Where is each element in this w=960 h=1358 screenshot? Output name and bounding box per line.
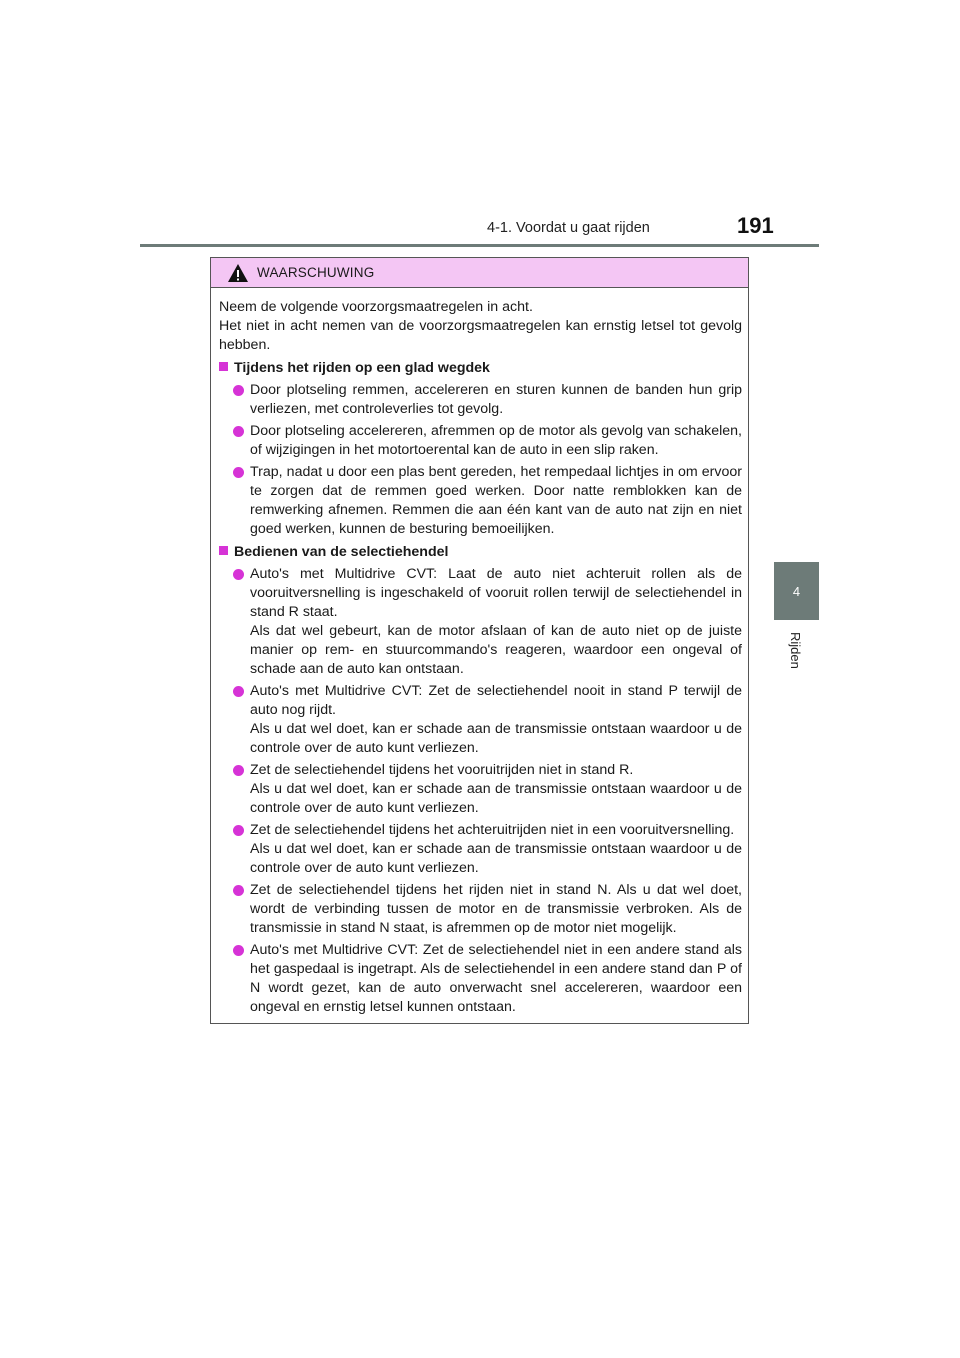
warning-intro	[219, 298, 742, 355]
running-header: 4-1. Voordat u gaat rijden	[487, 220, 650, 236]
circle-bullet-icon	[233, 765, 244, 776]
page-number: 191	[737, 213, 774, 238]
circle-bullet-icon	[233, 385, 244, 396]
header-rule	[140, 244, 819, 247]
circle-bullet-icon	[233, 569, 244, 580]
section-title-selector-lever: Bedienen van de selectiehendel	[219, 543, 742, 562]
square-bullet-icon	[219, 546, 228, 555]
square-bullet-icon	[219, 362, 228, 371]
chapter-number: 4	[792, 583, 801, 599]
circle-bullet-icon	[233, 825, 244, 836]
circle-bullet-icon	[233, 467, 244, 478]
circle-bullet-icon	[233, 945, 244, 956]
warning-box	[210, 257, 749, 1024]
warning-title: WAARSCHUWING	[257, 265, 375, 280]
circle-bullet-icon	[233, 686, 244, 697]
intro-line: Het niet in acht nemen van de voorzorgsmaatregelen kan ernstig letsel tot gevolg hebben.	[219, 318, 742, 353]
list-item: Auto's met Multidrive CVT: Zet de selectiehendel nooit in stand P terwijl de auto nog rijdt. Als u dat wel doet, kan er schade aan de transmissie ontstaan waardoor u de controle over de auto kunt verliezen.	[219, 682, 742, 758]
warning-body	[211, 288, 748, 1017]
warning-triangle-icon	[227, 263, 249, 283]
list-item: Zet de selectiehendel tijdens het achteruitrijden niet in een vooruitversnelling. Als u dat wel doet, kan er schade aan de transmissie ontstaan waardoor u de controle over de auto kunt verliezen.	[219, 821, 742, 878]
list-item: Auto's met Multidrive CVT: Laat de auto niet achteruit rollen als de vooruitversnelling is ingeschakeld of vooruit rollen terwijl de selectiehendel in stand R staat. Als dat wel gebeurt, kan de motor afslaan of kan de auto niet op de juiste manier op rem- en stuurcommando's reageren, waardoor een ongeval of schade aan de auto kan ontstaan.	[219, 565, 742, 679]
list-item: Zet de selectiehendel tijdens het rijden niet in stand N. Als u dat wel doet, wordt de verbinding tussen de motor en de transmissie verbroken. Als de transmissie in stand N staat, is afremmen op de motor niet mogelijk.	[219, 881, 742, 938]
warning-header	[211, 258, 748, 288]
list-item: Door plotseling remmen, accelereren en sturen kunnen de banden hun grip verliezen, met controleverlies tot gevolg.	[219, 381, 742, 419]
circle-bullet-icon	[233, 426, 244, 437]
list-item: Trap, nadat u door een plas bent gereden, het rempedaal lichtjes in om ervoor te zorgen dat de remmen goed werken. Door natte remblokken kan de remwerking afnemen. Remmen die aan één kant van de auto nat zijn en niet goed werken, kunnen de besturing bemoeilijken.	[219, 463, 742, 539]
slippery-road-list	[219, 381, 742, 539]
circle-bullet-icon	[233, 885, 244, 896]
list-item: Door plotseling accelereren, afremmen op de motor als gevolg van schakelen, of wijzigingen in het motortoerental kan de auto in een slip raken.	[219, 422, 742, 460]
chapter-tab	[774, 562, 819, 620]
section-title-slippery-road: Tijdens het rijden op een glad wegdek	[219, 359, 742, 378]
list-item: Auto's met Multidrive CVT: Zet de selectiehendel niet in een andere stand als het gaspedaal is ingetrapt. Als de selectiehendel in een andere stand dan P of N wordt gezet, kan de auto onverwacht snel accelereren, waardoor een ongeval en ernstig letsel kunnen ontstaan.	[219, 941, 742, 1017]
intro-line: Neem de volgende voorzorgsmaatregelen in acht.	[219, 299, 533, 315]
list-item: Zet de selectiehendel tijdens het vooruitrijden niet in stand R. Als u dat wel doet, kan er schade aan de transmissie ontstaan waardoor u de controle over de auto kunt verliezen.	[219, 761, 742, 818]
chapter-label: Rijden	[788, 632, 803, 669]
selector-lever-list	[219, 565, 742, 1017]
